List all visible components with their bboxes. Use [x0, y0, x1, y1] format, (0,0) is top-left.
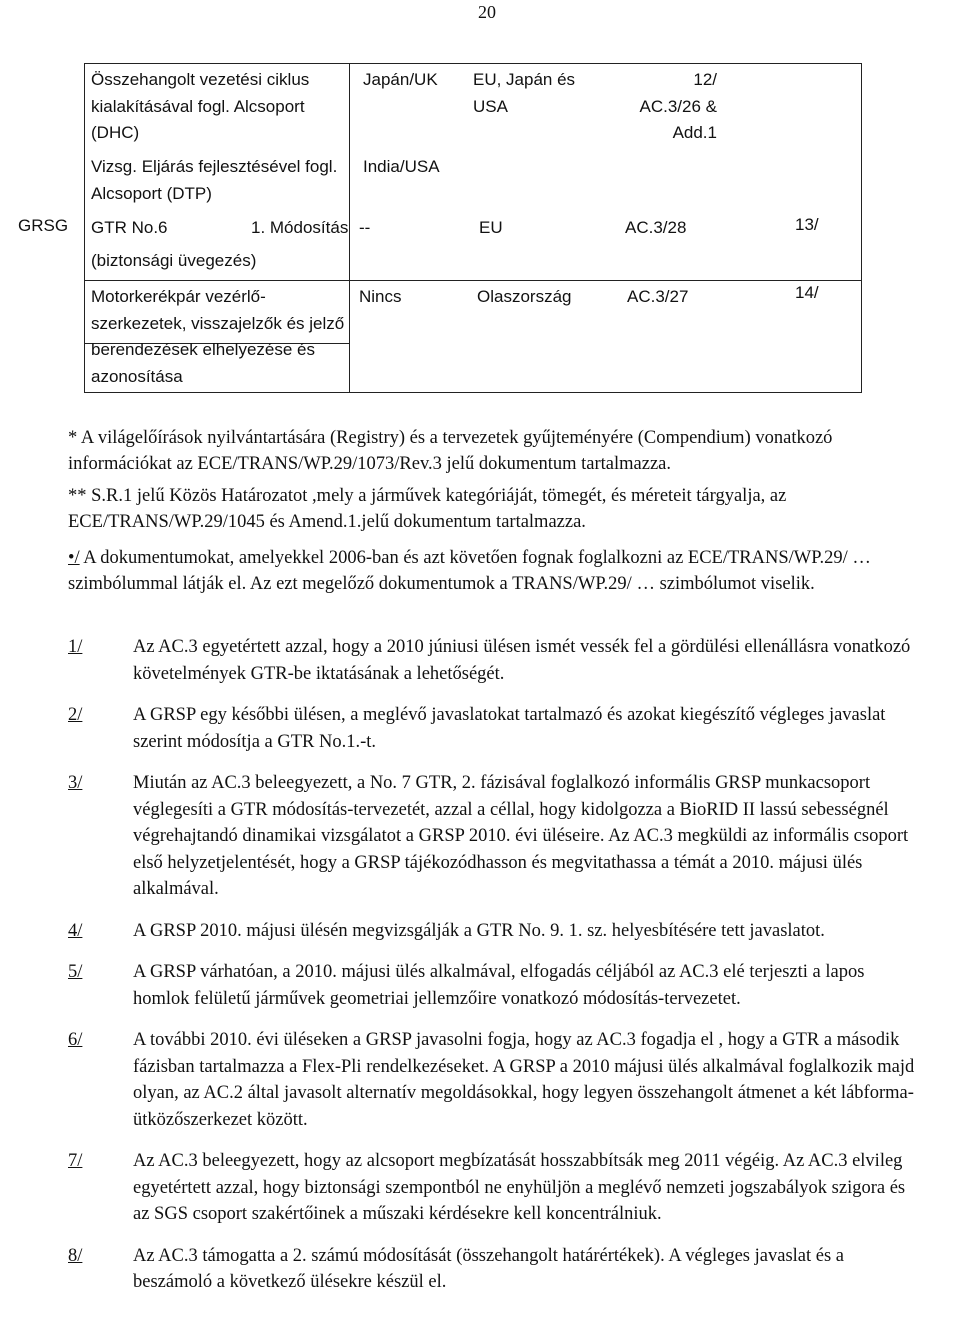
- note-symbol-text: A dokumentumokat, amelyekkel 2006-ban és azt követően fognak foglalkozni az ECE/TRANS/WP.29/ … szimbólummal látják el. Az ezt megelőző dokumentumok a TRANS/WP.29/ … szimbólumot viselik.: [68, 548, 871, 594]
- footnote-number: 8/: [68, 1245, 83, 1266]
- table-cell-amendment: 1. Módosítás: [251, 218, 349, 237]
- table-cell-country: Nincs: [359, 287, 402, 306]
- page-number: 20: [478, 2, 496, 22]
- footnote-text: Az AC.3 egyetértett azzal, hogy a 2010 júniusi ülésen ismét vessék fel a gördülési ellenállásra vonatkozó követelmények GTR-be iktatásának a lehetőségét.: [133, 637, 911, 684]
- agenda-table: [84, 63, 862, 393]
- table-cell-line: USA: [473, 96, 508, 116]
- table-cell-proposer: EU: [479, 218, 503, 237]
- footnote-number: 6/: [68, 1030, 83, 1050]
- footnote-number: 5/: [68, 962, 83, 982]
- footnote-number: 1/: [68, 637, 83, 657]
- table-cell-doc: AC.3/27: [627, 287, 689, 306]
- table-cell-line: Motorkerékpár vezérlő-: [91, 287, 266, 306]
- footnote-item: [68, 1027, 918, 1133]
- table-cell-line: azonosítása: [91, 366, 183, 386]
- table-cell-proposer: Olaszország: [477, 287, 572, 306]
- footnote-number: 7/: [68, 1151, 83, 1171]
- note-symbol: [68, 545, 908, 597]
- footnote-number: 4/: [68, 920, 83, 941]
- note-registry: * A világelőírások nyilvántartására (Registry) és a tervezetek gyűjteményére (Compendium) vonatkozó információkat az ECE/TRANS/WP.29/1073/Rev.3 jelű dokumentum tartalmazza.: [68, 428, 833, 474]
- table-cell-line: Vizsg. Eljárás fejlesztésével fogl.: [91, 157, 338, 176]
- footnote-item: [68, 1243, 918, 1296]
- footnote-text: A GRSP egy későbbi ülésen, a meglévő javaslatokat tartalmazó és azokat kiegészítő végleges javaslat szerint módosítja a GTR No.1.-t.: [133, 705, 886, 752]
- footnote-item: [68, 959, 918, 1012]
- note-symbol-mark: •/: [68, 548, 80, 568]
- footnote-item: [68, 770, 918, 903]
- table-cell-line: Add.1: [672, 123, 717, 142]
- table-cell-group: [91, 154, 347, 207]
- table-cell-line: Összehangolt vezetési ciklus: [91, 70, 310, 89]
- table-cell-line: 12/: [693, 70, 717, 89]
- table-cell-country: India/USA: [363, 157, 440, 176]
- footnote-number: 3/: [68, 773, 83, 793]
- table-cell-line: kialakításával fogl. Alcsoport: [91, 96, 305, 116]
- table-cell-line: Alcsoport (DTP): [91, 183, 212, 203]
- table-cell-note: 14/: [795, 283, 819, 302]
- footnote-list: [68, 634, 918, 1311]
- table-cell-doc: AC.3/28: [625, 218, 687, 237]
- table-divider: [349, 64, 350, 392]
- footnote-item: [68, 702, 918, 755]
- footnote-text: Az AC.3 beleegyezett, hogy az alcsoport megbízatását hosszabbítsák meg 2011 végéig. Az AC.3 elvileg egyetértett azzal, hogy biztonsági szempontból ne enyhüljön a meglévő nemzeti jogszabályok szigora és az SGS csoport szakértőinek a műszaki kérdésekre kell koncentrálniuk.: [133, 1151, 906, 1224]
- table-cell-subject: (biztonsági üvegezés): [91, 251, 257, 270]
- table-cell-line: berendezések elhelyezése és: [91, 340, 315, 359]
- note-special-resolution: ** S.R.1 jelű Közös Határozatot ,mely a járművek kategóriáját, tömegét, és méreteit tárgyalja, az ECE/TRANS/WP.29/1045 és Amend.1.jelű dokumentum tartalmazza.: [68, 486, 787, 532]
- footnote-text: A további 2010. évi üléseken a GRSP javasolni fogja, hogy az AC.3 fogadja el , hogy a GTR a második fázisban tartalmazza a Flex-Pli rendelkezéseket. A GRSP a 2010 májusi ülés alkalmával foglalkozik majd olyan, az AC.2 által javasolt alternatív megoldásokkal, hogy legyen összehangolt átmenet a két lábforma-ütközőszerkezet között.: [133, 1030, 915, 1130]
- table-row-group-label: GRSG: [18, 216, 69, 235]
- notes-section: [68, 425, 908, 597]
- footnote-text: Az AC.3 támogatta a 2. számú módosítását (összehangolt határértékek). A végleges javaslat és a beszámoló a következő ülésekre készül el.: [133, 1245, 845, 1292]
- table-cell-note: 13/: [795, 215, 819, 234]
- footnote-item: [68, 918, 918, 945]
- table-cell-subject: [91, 284, 347, 390]
- footnote-item: [68, 1148, 918, 1228]
- footnote-text: A GRSP várhatóan, a 2010. májusi ülés alkalmával, elfogadás céljából az AC.3 elé terjeszti a lapos homlok felületű járművek geometriai jellemzőire vonatkozó módosítás-tervezetet.: [133, 962, 865, 1009]
- footnote-text: Miután az AC.3 beleegyezett, a No. 7 GTR, 2. fázisával foglalkozó informális GRSP munkacsoport véglegesíti a GTR módosítás-tervezetét, azzal a céllal, hogy kidolgozza a BioRID II lassú sebességnél végrehajtandó dinamikai vizsgálatot a GRSP 2010. évi üléseire. Az AC.3 megküldi az informális csoport első helyzetjelentését, hogy a GRSP tájékozódhasson és megvitathassa a témát a 2010. májusi ülés alkalmával.: [133, 773, 909, 899]
- table-cell-line: EU, Japán és: [473, 70, 576, 89]
- footnote-text: A GRSP 2010. májusi ülésén megvizsgálják a GTR No. 9. 1. sz. helyesbítésére tett javaslatot.: [133, 920, 825, 941]
- table-cell-country: Japán/UK: [363, 70, 438, 89]
- table-divider: [85, 280, 861, 281]
- table-cell-gtr: GTR No.6: [91, 218, 168, 237]
- footnote-number: 2/: [68, 705, 83, 725]
- table-cell-line: (DHC): [91, 123, 140, 142]
- footnote-item: [68, 634, 918, 687]
- table-cell-line: AC.3/26 &: [639, 96, 717, 116]
- table-cell-doc: [605, 67, 717, 147]
- table-cell-country: --: [359, 218, 371, 237]
- table-cell-line: szerkezetek, visszajelzők és jelző: [91, 313, 345, 333]
- table-cell-group: [91, 67, 341, 147]
- table-cell-proposer: [473, 67, 575, 120]
